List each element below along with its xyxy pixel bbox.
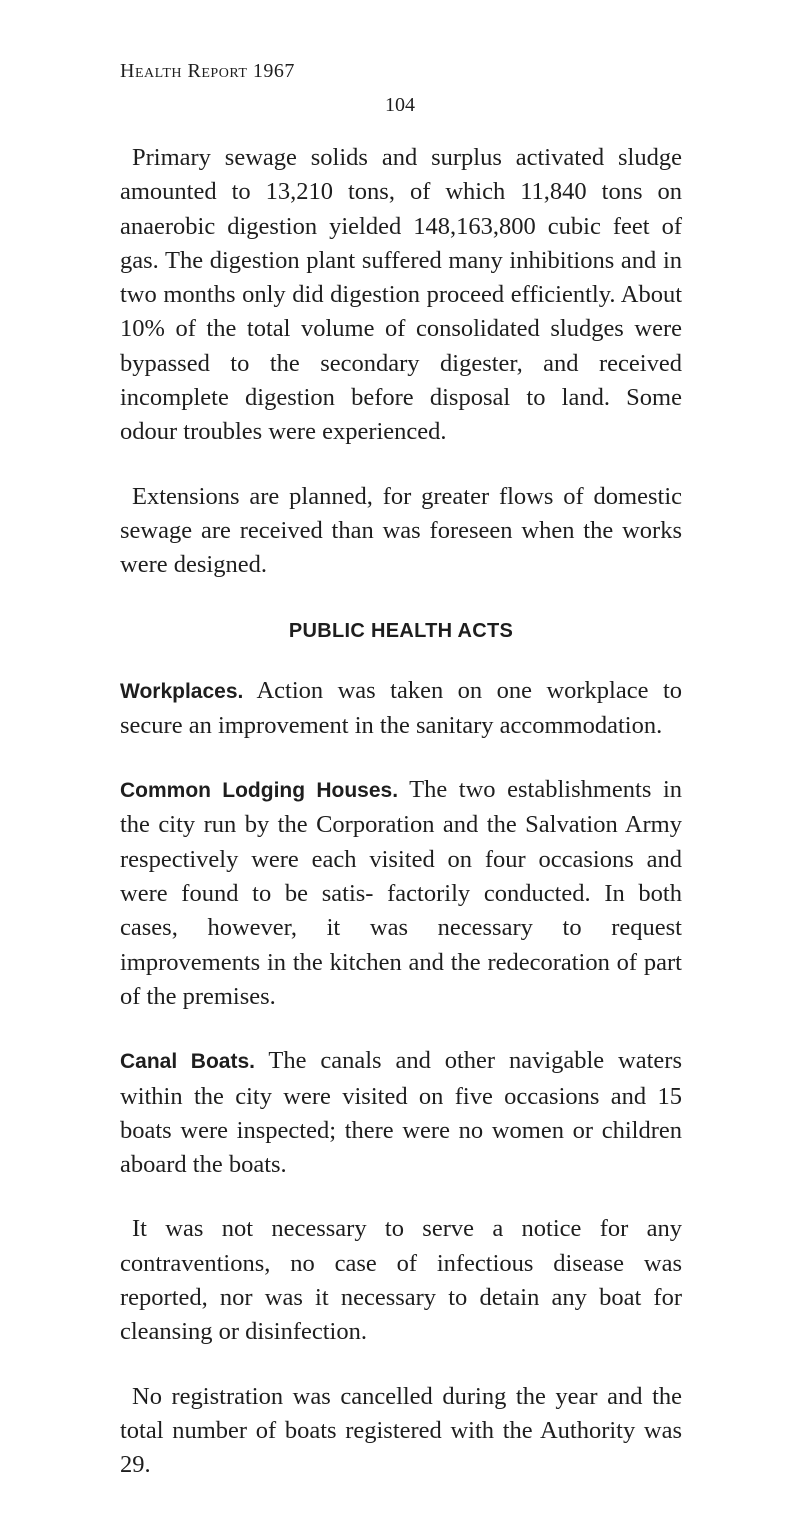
lodging-houses-text: The two establishments in the city run by the Corporation and the Salvation Army respectively were each visited on four occasions and were found to be satis- factorily conducted. In both cases, however, it was necessary to request improvements in the kitchen and the redecoration of part of the premises. <box>120 776 682 1010</box>
paragraph-lodging-houses <box>120 773 682 1014</box>
paragraph-canal-boats <box>120 1044 682 1182</box>
paragraph-sludge-digestion: Primary sewage solids and surplus activated sludge amounted to 13,210 tons, of which 11,840 tons on anaerobic digestion yielded 148,163,800 cubic feet of gas. The digestion plant suffered many inhibitions and in two months only did digestion proceed efficiently. About 10% of the total volume of consolidated sludges were bypassed to the secondary digester, and received incomplete digestion before disposal to land. Some odour troubles were experienced. <box>120 144 682 446</box>
running-title: Health Report 1967 <box>120 60 295 82</box>
body-text <box>120 141 682 1513</box>
page-number: 104 <box>385 94 415 116</box>
paragraph-registration: No registration was cancelled during the year and the total number of boats registered with the Authority was 29. <box>120 1382 682 1479</box>
canal-boats-heading: Canal Boats. <box>120 1050 255 1074</box>
section-heading: PUBLIC HEALTH ACTS <box>288 619 514 642</box>
paragraph-notice: It was not necessary to serve a notice for any contraventions, no case of infectious disease was reported, nor was it necessary to detain any boat for cleansing or disinfection. <box>120 1215 682 1346</box>
paragraph-workplaces <box>120 674 682 744</box>
workplaces-text: Action was taken on one workplace to secure an improvement in the sanitary accommodation. <box>120 676 682 739</box>
workplaces-heading: Workplaces. <box>120 679 244 703</box>
canal-boats-text: The canals and other navigable waters within the city were visited on five occasions and 15 boats were inspected; there were no women or children aboard the boats. <box>120 1047 682 1179</box>
lodging-houses-heading: Common Lodging Houses. <box>120 779 399 803</box>
paragraph-extensions: Extensions are planned, for greater flows of domestic sewage are received than was foreseen when the works were designed. <box>120 482 682 579</box>
